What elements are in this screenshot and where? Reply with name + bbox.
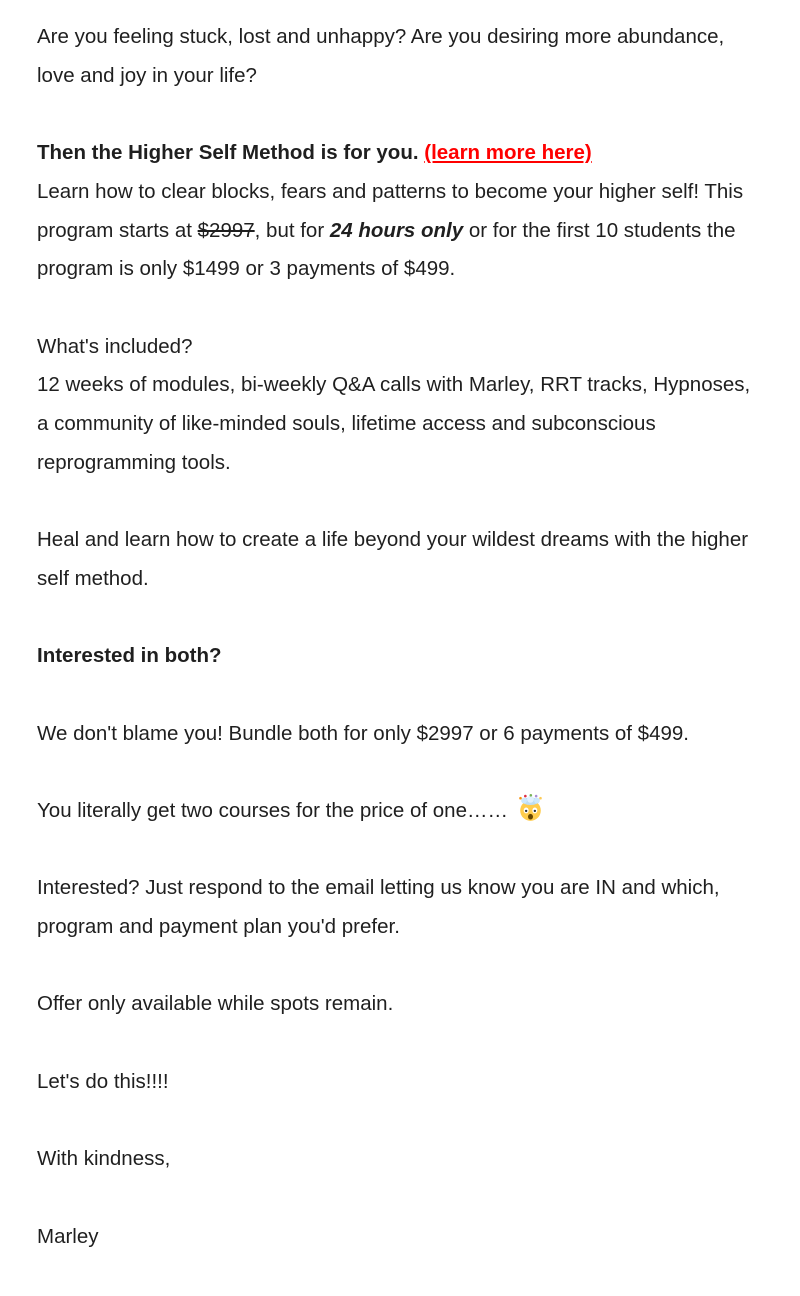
whats-included-details: 12 weeks of modules, bi-weekly Q&A calls with Marley, RRT tracks, Hypnoses, a community of like-minded souls, lifetime access and subconscious reprogramming tools. — [37, 373, 751, 474]
cta-paragraph — [37, 1063, 757, 1102]
signature-text: Marley — [37, 1224, 99, 1248]
two-courses-text: You literally get two courses for the price of one…… — [37, 798, 514, 822]
two-courses-paragraph — [37, 792, 757, 831]
cta-text: Let's do this!!!! — [37, 1069, 169, 1093]
signoff-paragraph — [37, 1140, 757, 1179]
availability-text: Offer only available while spots remain. — [37, 992, 394, 1016]
interested-in-both-heading — [37, 637, 757, 676]
interested-in-both-text: Interested in both? — [37, 644, 222, 668]
whats-included-question: What's included? — [37, 334, 193, 358]
respond-text: Interested? Just respond to the email letting us know you are IN and which, program and payment plan you'd prefer. — [37, 876, 720, 939]
whats-included-paragraph — [37, 328, 757, 483]
bundle-paragraph — [37, 715, 757, 754]
exploding-head-emoji — [516, 794, 545, 823]
signature-paragraph — [37, 1218, 757, 1257]
learn-more-link[interactable]: (learn more here) — [424, 141, 592, 165]
bundle-text: We don't blame you! Bundle both for only $2997 or 6 payments of $499. — [37, 721, 689, 745]
signoff-text: With kindness, — [37, 1147, 171, 1171]
offer-heading-text: Then the Higher Self Method is for you. — [37, 141, 425, 165]
respond-paragraph — [37, 869, 757, 946]
intro-text: Are you feeling stuck, lost and unhappy? Are you desiring more abundance, love and joy in your life? — [37, 25, 725, 87]
intro-paragraph — [37, 18, 757, 95]
offer-body-text-2: , but for — [254, 218, 330, 242]
availability-paragraph — [37, 985, 757, 1024]
offer-body-text-1: Learn how to clear blocks, fears and patterns to become your higher self! This program starts at — [37, 179, 744, 242]
urgency-text: 24 hours only — [329, 218, 464, 242]
offer-body-text-3: or for the first 10 students the program is only $1499 or 3 payments of $499. — [37, 218, 736, 281]
heal-paragraph — [37, 521, 757, 598]
heal-text: Heal and learn how to create a life beyond your wildest dreams with the higher self method. — [37, 528, 749, 590]
offer-paragraph — [37, 134, 757, 289]
old-price-strikethrough: $2997 — [197, 218, 255, 242]
